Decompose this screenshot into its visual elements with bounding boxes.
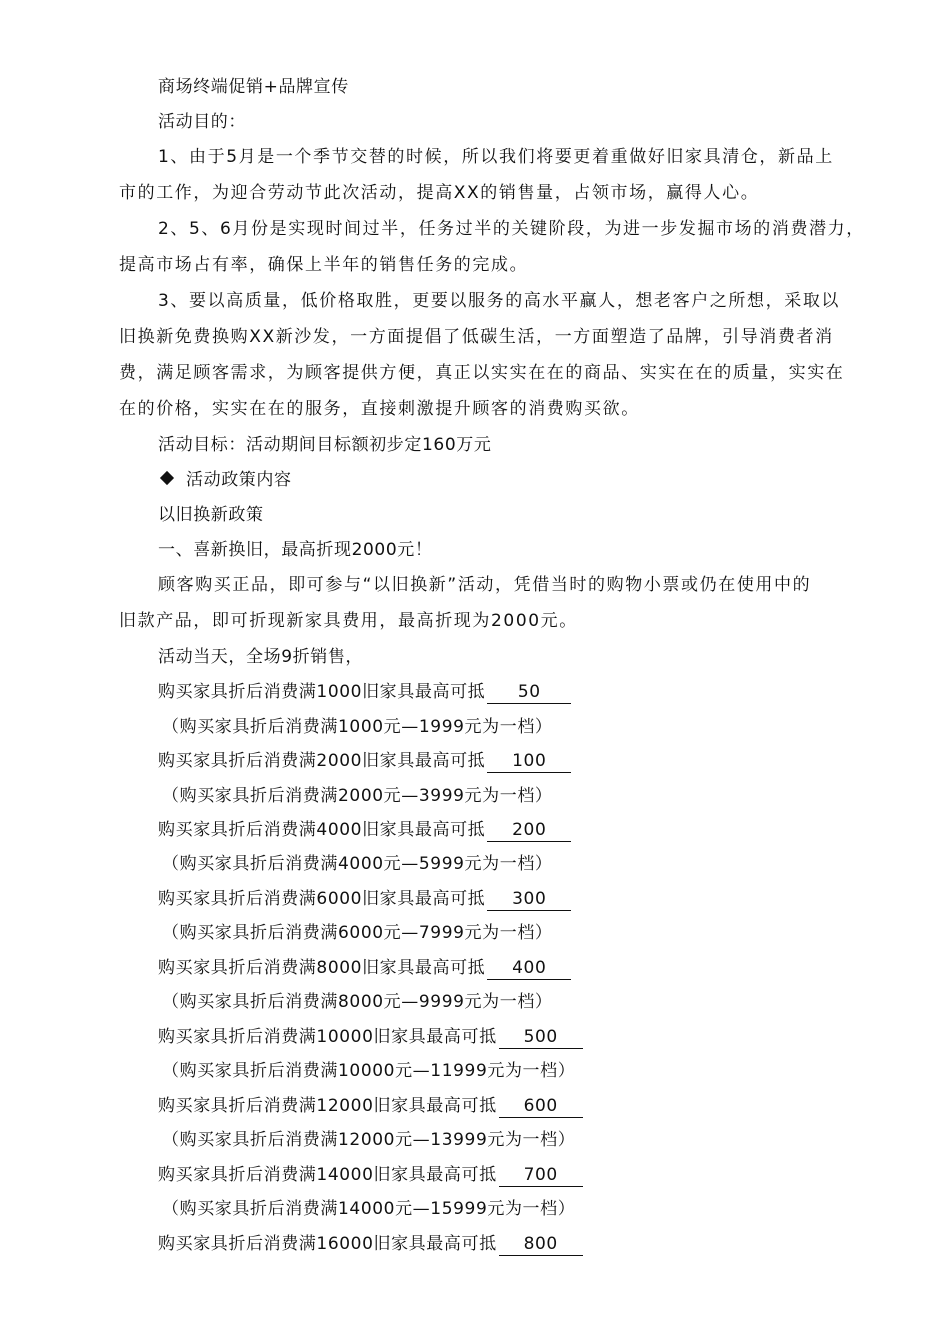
tier-range: （购买家具折后消费满10000元—11999元为一档） bbox=[162, 1061, 576, 1081]
tier-range: （购买家具折后消费满12000元—13999元为一档） bbox=[162, 1130, 576, 1150]
tier-label: 购买家具折后消费满12000旧家具最高可抵 bbox=[158, 1096, 497, 1116]
tier-range: （购买家具折后消费满2000元—3999元为一档） bbox=[162, 786, 553, 806]
activity-target: 活动目标：活动期间目标额初步定160万元 bbox=[158, 435, 492, 455]
purpose-title: 活动目的： bbox=[158, 112, 246, 132]
tier-label: 购买家具折后消费满2000旧家具最高可抵 bbox=[158, 751, 486, 771]
purpose-paragraph-3-line-4: 在的价格，实实在在的服务，直接刺激提升顾客的消费购买欲。 bbox=[119, 399, 640, 419]
tier-label: 购买家具折后消费满14000旧家具最高可抵 bbox=[158, 1165, 497, 1185]
tier-value: 800 bbox=[499, 1234, 583, 1256]
purpose-paragraph-1-line-1: 1、由于5月是一个季节交替的时候，所以我们将要更着重做好旧家具清仓，新品上 bbox=[158, 147, 834, 167]
tier-label: 购买家具折后消费满10000旧家具最高可抵 bbox=[158, 1027, 497, 1047]
tier-value: 200 bbox=[487, 820, 571, 842]
tier-value: 50 bbox=[487, 682, 571, 704]
tier-row bbox=[158, 1163, 583, 1187]
tier-value: 500 bbox=[499, 1027, 583, 1049]
trade-in-line-2: 旧款产品，即可折现新家具费用，最高折现为2000元。 bbox=[119, 611, 578, 631]
purpose-paragraph-1-line-2: 市的工作，为迎合劳动节此次活动，提高XX的销售量，占领市场，赢得人心。 bbox=[119, 183, 760, 203]
section-one-title: 一、喜新换旧，最高折现2000元！ bbox=[158, 540, 433, 560]
tier-row bbox=[158, 818, 571, 842]
tier-range: （购买家具折后消费满4000元—5999元为一档） bbox=[162, 854, 553, 874]
document-heading: 商场终端促销+品牌宣传 bbox=[158, 77, 349, 97]
purpose-paragraph-2-line-2: 提高市场占有率，确保上半年的销售任务的完成。 bbox=[119, 255, 529, 275]
tier-value: 100 bbox=[487, 751, 571, 773]
tier-label: 购买家具折后消费满6000旧家具最高可抵 bbox=[158, 889, 486, 909]
purpose-paragraph-3-line-1: 3、要以高质量，低价格取胜，更要以服务的高水平赢人，想老客户之所想，采取以 bbox=[158, 291, 841, 311]
policy-header-label: 活动政策内容 bbox=[186, 470, 292, 490]
tier-label: 购买家具折后消费满16000旧家具最高可抵 bbox=[158, 1234, 497, 1254]
tier-range: （购买家具折后消费满1000元—1999元为一档） bbox=[162, 717, 553, 737]
tier-label: 购买家具折后消费满4000旧家具最高可抵 bbox=[158, 820, 486, 840]
trade-in-line-1: 顾客购买正品，即可参与“以旧换新”活动，凭借当时的购物小票或仍在使用中的 bbox=[158, 575, 812, 595]
tier-row bbox=[158, 887, 571, 911]
discount-note: 活动当天，全场9折销售， bbox=[158, 647, 364, 667]
tier-range: （购买家具折后消费满14000元—15999元为一档） bbox=[162, 1199, 576, 1219]
tier-row bbox=[158, 749, 571, 773]
purpose-paragraph-3-line-3: 费，满足顾客需求，为顾客提供方便，真正以实实在在的商品、实实在在的质量，实实在 bbox=[119, 363, 845, 383]
diamond-bullet-icon bbox=[160, 471, 174, 485]
tier-value: 400 bbox=[487, 958, 571, 980]
tier-value: 600 bbox=[499, 1096, 583, 1118]
tier-value: 700 bbox=[499, 1165, 583, 1187]
purpose-paragraph-2-line-1: 2、5、6月份是实现时间过半，任务过半的关键阶段，为进一步发掘市场的消费潜力， bbox=[158, 219, 865, 239]
purpose-paragraph-3-line-2: 旧换新免费换购XX新沙发，一方面提倡了低碳生活，一方面塑造了品牌，引导消费者消 bbox=[119, 327, 834, 347]
tier-label: 购买家具折后消费满1000旧家具最高可抵 bbox=[158, 682, 486, 702]
tier-row bbox=[158, 956, 571, 980]
policy-subtitle: 以旧换新政策 bbox=[158, 505, 264, 525]
tier-row bbox=[158, 1232, 583, 1256]
policy-header bbox=[158, 468, 292, 492]
tier-row bbox=[158, 1094, 583, 1118]
tier-value: 300 bbox=[487, 889, 571, 911]
tier-row bbox=[158, 1025, 583, 1049]
tier-range: （购买家具折后消费满8000元—9999元为一档） bbox=[162, 992, 553, 1012]
tier-row bbox=[158, 680, 571, 704]
tier-range: （购买家具折后消费满6000元—7999元为一档） bbox=[162, 923, 553, 943]
tier-label: 购买家具折后消费满8000旧家具最高可抵 bbox=[158, 958, 486, 978]
